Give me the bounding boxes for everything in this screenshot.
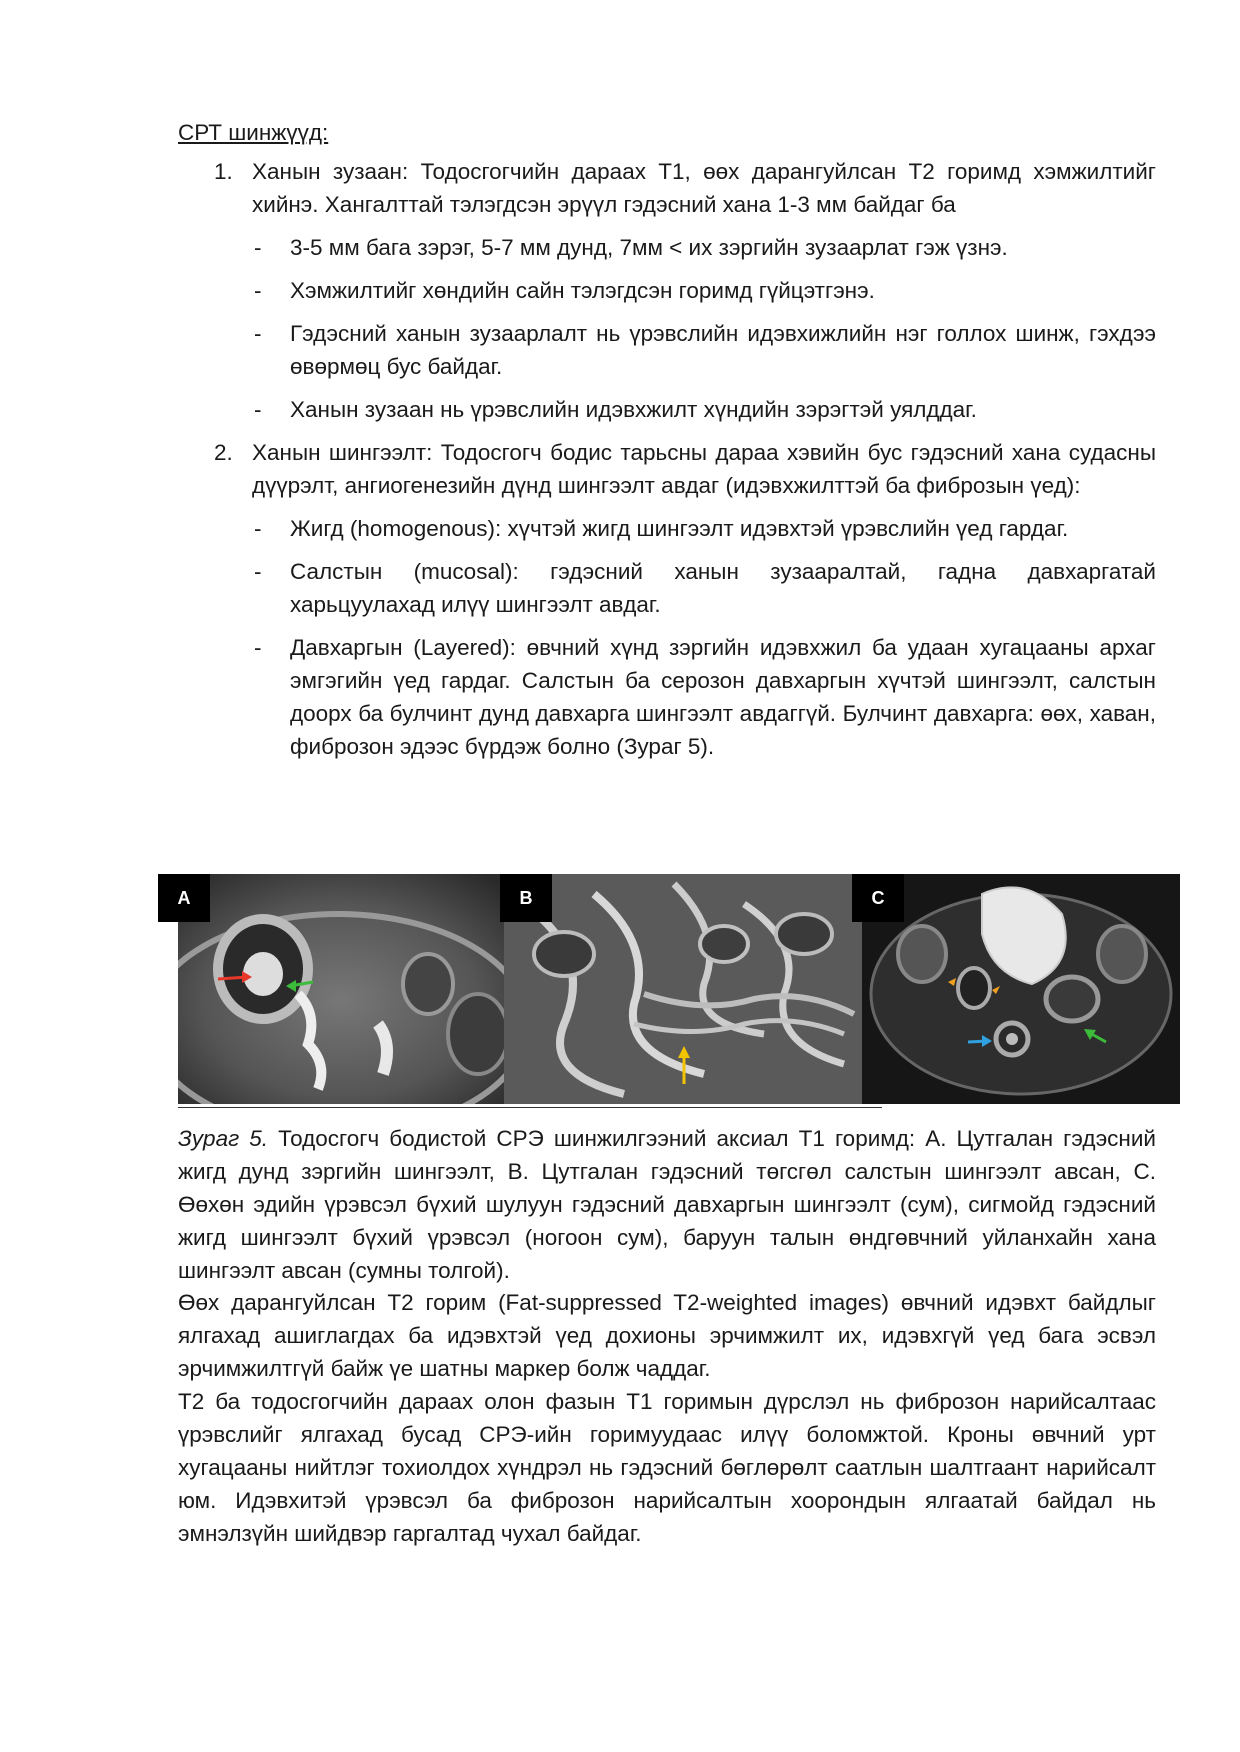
mri-image-b bbox=[504, 874, 862, 1104]
paragraph-1: Өөх дарангуйлсан T2 горим (Fat-suppressed T2-weighted images) өвчний идэвхт байдлыг ялгахад ашиглагдах ба идэвхтэй үед дохионы эрчимжилт их, идэвхгүй үед бага эсвэл эрчимжилтгүй байж үе шатны маркер болж чаддаг. bbox=[178, 1290, 1156, 1381]
sub-item-text: Ханын зузаан нь үрэвслийн идэвхжилт хүндийн зэрэгтэй уялддаг. bbox=[290, 397, 977, 422]
sub-item: - Хэмжилтийг хөндийн сайн тэлэгдсэн горимд гүйцэтгэнэ. bbox=[254, 278, 875, 303]
paragraph-2: T2 ба тодосгогчийн дараах олон фазын T1 горимын дүрслэл нь фиброзон нарийсалтаас үрэвслийг ялгахад бусад СРЭ-ийн горимуудаас илүү боломжтой. Кроны өвчний урт хугацааны нийтлэг тохиолдох хүндрэл нь гэдэсний бөглөрөлт саатлын шалтгаант нарийсалт юм. Идэвхитэй үрэвсэл ба фиброзон нарийсалтын хоорондын ялгаатай байдал нь эмнэлзүйн шийдвэр гаргалтад чухал байдаг. bbox=[178, 1389, 1156, 1546]
mri-image-a bbox=[178, 874, 504, 1104]
sub-item-text: Давхаргын (Layered): өвчний хүнд зэргийн идэвхжил ба удаан хугацааны архаг эмгэгийн үед гардаг. Салстын ба серозон давхаргын хүчтэй шингээлт, салстын доорх ба булчинт дунд давхарга шингээлт авдаггүй. Булчинт давхарга: өөх, хаван, фиброзон эдээс бүрдэж болно (Зураг 5). bbox=[290, 635, 1156, 759]
sub-item-text: 3-5 мм бага зэрэг, 5-7 мм дунд, 7мм < их зэргийн зузаарлат гэж үзнэ. bbox=[290, 235, 1008, 260]
mri-panel-b bbox=[504, 874, 862, 1104]
sub-item: - Давхаргын (Layered): өвчний хүнд зэргийн идэвхжил ба удаан хугацааны архаг эмгэгийн үед гардаг. Салстын ба серозон давхаргын хүчтэй шингээлт, салстын доорх ба булчинт дунд давхарга шингээлт авдаггүй. Булчинт давхарга: өөх, хаван, фиброзон эдээс бүрдэж болно (Зураг 5). bbox=[254, 635, 1156, 759]
list-number: 1. bbox=[214, 159, 233, 184]
panel-label-c: C bbox=[852, 874, 904, 922]
figure-divider bbox=[178, 1107, 882, 1108]
sub-item: - Салстын (mucosal): гэдэсний ханын зузааралтай, гадна давхаргатай харьцуулахад илүү шингээлт авдаг. bbox=[254, 559, 1156, 617]
sub-item: - Гэдэсний ханын зузаарлалт нь үрэвслийн идэвхижлийн нэг голлох шинж, гэхдээ өвөрмөц бус байдаг. bbox=[254, 321, 1156, 379]
sub-item: - Жигд (homogenous): хүчтэй жигд шингээлт идэвхтэй үрэвслийн үед гардаг. bbox=[254, 516, 1069, 541]
mri-image-c bbox=[862, 874, 1180, 1104]
section-heading: СРТ шинжүүд: bbox=[178, 120, 329, 145]
mri-figure bbox=[178, 874, 1180, 1106]
sub-item: - Ханын зузаан нь үрэвслийн идэвхжилт хүндийн зэрэгтэй уялддаг. bbox=[254, 397, 977, 422]
sub-item: - 3-5 мм бага зэрэг, 5-7 мм дунд, 7мм < их зэргийн зузаарлат гэж үзнэ. bbox=[254, 235, 1008, 260]
mri-panel-a bbox=[178, 874, 504, 1104]
main-text bbox=[178, 116, 1156, 763]
list-item-1 bbox=[178, 155, 1156, 221]
caption-text: Тодосгогч бодистой СРЭ шинжилгээний аксиал T1 горимд: А. Цутгалан гэдэсний жигд дунд зэргийн шингээлт, В. Цутгалан гэдэсний төгсгөл салстын шингээлт авсан, С. Өөхөн эдийн үрэвсэл бүхий шулуун гэдэсний давхаргын шингээлт (сум), сигмойд гэдэсний жигд шингээлт бүхий үрэвсэл (ногоон сум), баруун талын өндгөвчний уйланхайн хана шингээлт авсан (сумны толгой). bbox=[178, 1126, 1156, 1283]
list-item-text: Ханын зузаан: Тодосгогчийн дараах T1, өөх дарангуйлсан T2 горимд хэмжилтийг хийнэ. Хангалттай тэлэгдсэн эрүүл гэдэсний хана 1-3 мм байдаг ба bbox=[252, 159, 1156, 217]
mri-panel-c bbox=[862, 874, 1180, 1104]
panel-label-a: A bbox=[158, 874, 210, 922]
sub-item-text: Хэмжилтийг хөндийн сайн тэлэгдсэн горимд гүйцэтгэнэ. bbox=[290, 278, 875, 303]
panel-label-b: B bbox=[500, 874, 552, 922]
figure-number: Зураг 5. bbox=[178, 1126, 269, 1151]
list-item-2 bbox=[178, 436, 1156, 502]
list-item-text: Ханын шингээлт: Тодосгогч бодис тарьсны дараа хэвийн бус гэдэсний хана судасны дүүрэлт, ангиогенезийн дүнд шингээлт авдаг (идэвхжилттэй ба фиброзын үед): bbox=[252, 440, 1156, 498]
sub-item-text: Салстын (mucosal): гэдэсний ханын зузааралтай, гадна давхаргатай харьцуулахад илүү шингээлт авдаг. bbox=[290, 559, 1156, 617]
figure-caption bbox=[178, 1122, 1156, 1287]
sub-item-text: Жигд (homogenous): хүчтэй жигд шингээлт идэвхтэй үрэвслийн үед гардаг. bbox=[290, 516, 1069, 541]
sub-item-text: Гэдэсний ханын зузаарлалт нь үрэвслийн идэвхижлийн нэг голлох шинж, гэхдээ өвөрмөц бус байдаг. bbox=[290, 321, 1156, 379]
list-number: 2. bbox=[214, 440, 233, 465]
